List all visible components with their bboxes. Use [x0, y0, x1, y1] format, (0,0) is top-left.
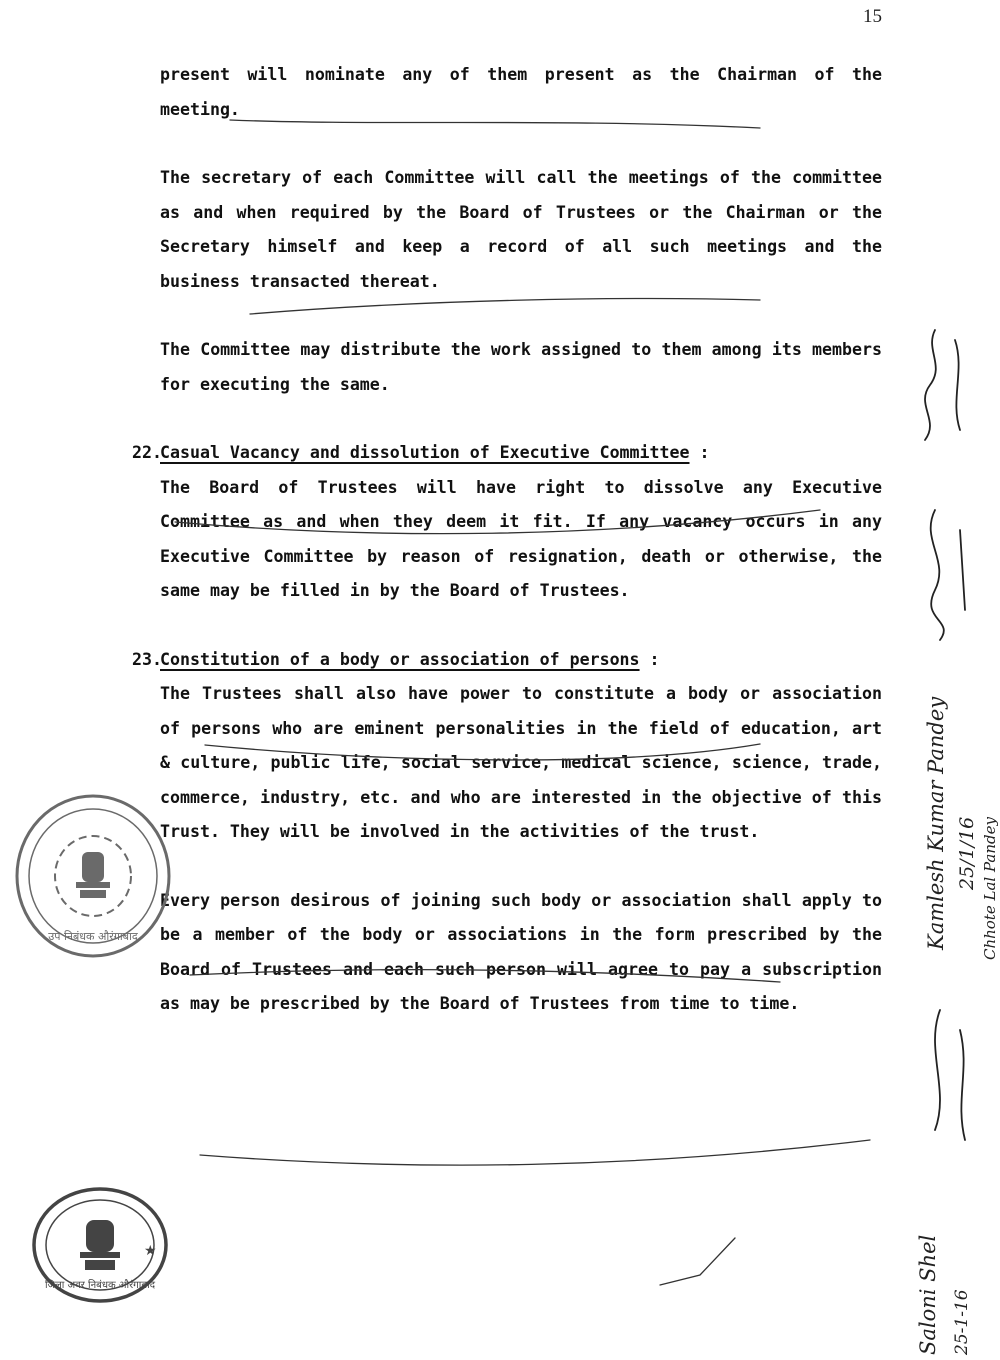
section-23-heading	[132, 643, 882, 678]
signature-scribble-1	[925, 330, 960, 440]
section-23-body: The Trustees shall also have power to constitute a body or association of persons who are eminent personalities in the field of education, art & culture, public life, social service, medical science, science, trade, commerce, industry, etc. and who are interested in the objective of this Trust. They will be involved in the activities of the trust.	[160, 684, 882, 841]
margin-signature-3-date: 25-1-16	[952, 1289, 972, 1355]
emblem-icon	[76, 852, 110, 898]
distribute-work-paragraph: The Committee may distribute the work assigned to them among its members for executing the same.	[160, 340, 882, 394]
section-22-number: 22.	[132, 443, 162, 462]
section-23-title: Constitution of a body or association of persons	[160, 649, 640, 669]
intro-continuation-paragraph: present will nominate any of them present as the Chairman of the meeting.	[160, 65, 882, 119]
section-22-heading	[132, 436, 882, 471]
document-body	[132, 58, 882, 1022]
pen-underline-6	[200, 1140, 870, 1165]
registrar-seal-upper	[12, 790, 174, 962]
margin-signature-3: Saloni Shel	[916, 1234, 940, 1355]
section-23-colon: :	[639, 649, 660, 669]
lower-seal-text: जिला अवर निबंधक औरंगाबाद	[44, 1280, 156, 1291]
signature-scribble-3	[935, 1010, 965, 1140]
star-icon: ★	[144, 1243, 157, 1259]
margin-signatures	[895, 310, 1000, 1360]
registrar-seal-lower	[30, 1185, 170, 1305]
page-number: 15	[863, 6, 882, 27]
section-22-colon: :	[689, 443, 710, 462]
upper-seal-text: उप निबंधक औरंगाबाद	[48, 930, 138, 943]
section-22-title: Casual Vacancy and dissolution of Executive Committee	[160, 443, 690, 462]
margin-signature-1: Kamlesh Kumar Pandey	[924, 696, 948, 950]
margin-signature-1-date: 25/1/16	[956, 816, 978, 890]
section-23-number: 23.	[132, 649, 162, 669]
secretary-meetings-paragraph: The secretary of each Committee will call the meetings of the committee as and when required by the Board of Trustees or the Chairman or the Secretary himself and keep a record of all such meetings and the business transacted thereat.	[160, 168, 882, 291]
margin-signature-2: Chhote Lal Pandey	[981, 817, 999, 960]
section-23-membership-paragraph: Every person desirous of joining such body or association shall apply to be a member of the body or associations in the form prescribed by the Board of Trustees and each such person will agree to pay a subscription as may be prescribed by the Board of Trustees from time to time.	[160, 890, 882, 1013]
pen-check-mark	[660, 1238, 735, 1285]
emblem-icon-lower	[80, 1220, 120, 1270]
signature-scribble-2	[931, 510, 965, 640]
section-22-body: The Board of Trustees will have right to dissolve any Executive Committee as and when they deem it fit. If any vacancy occurs in any Executive Committee by reason of resignation, death or otherwise, the same may be filled in by the Board of Trustees.	[160, 477, 882, 600]
